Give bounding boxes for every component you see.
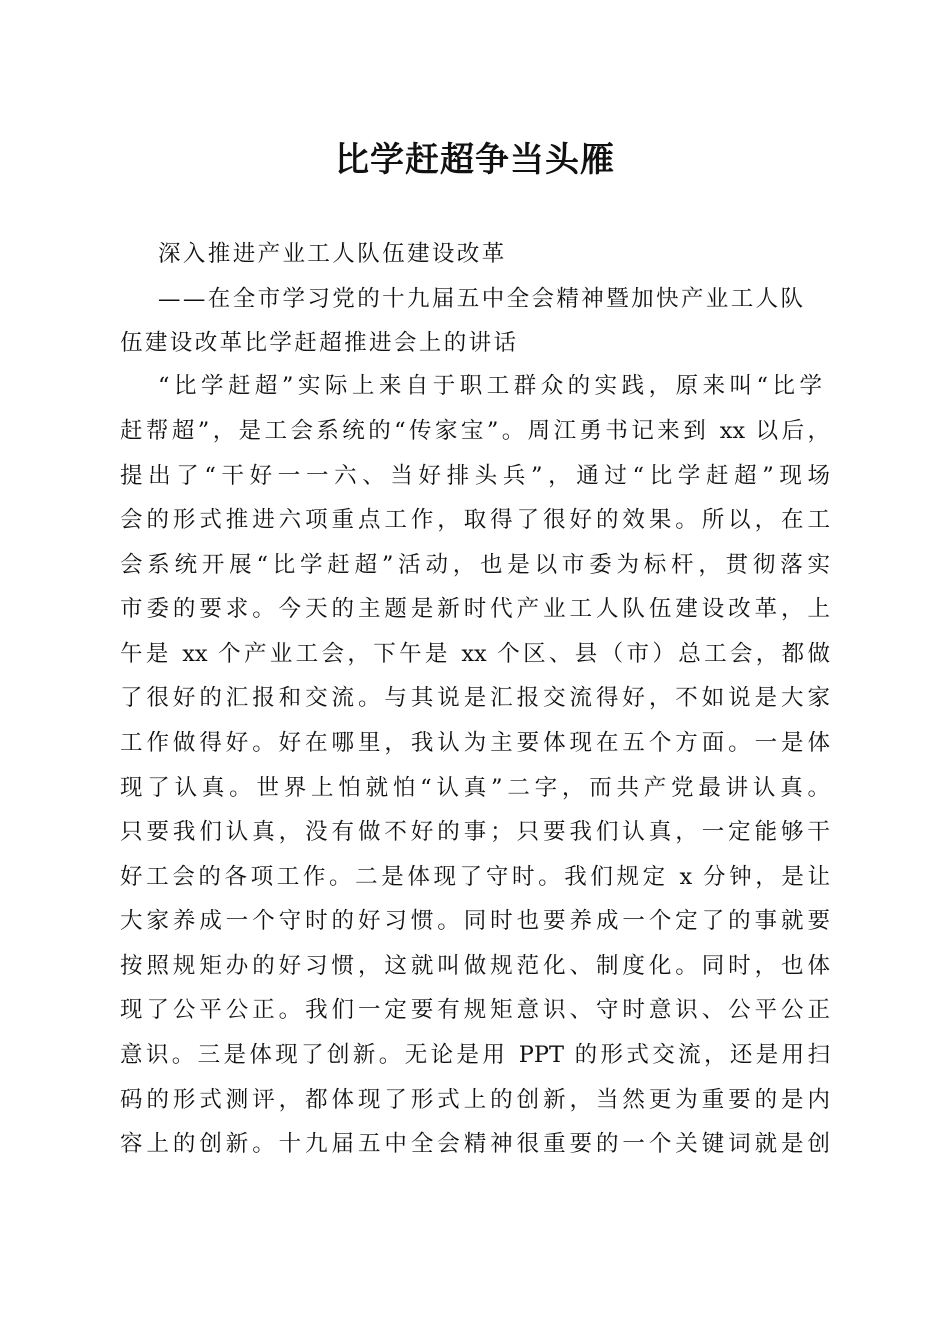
body-line: 现了公平公正。我们一定要有规矩意识、守时意识、公平公正 (120, 997, 830, 1023)
body-line: 码的形式测评，都体现了形式上的创新，当然更为重要的是内 (120, 1087, 830, 1113)
subtitle-line: 深入推进产业工人队伍建设改革 (158, 241, 507, 267)
body-line: 午是 xx 个产业工会，下午是 xx 个区、县（市）总工会，都做 (120, 641, 830, 667)
body-line: 赶帮超”，是工会系统的“传家宝”。周江勇书记来到 xx 以后， (120, 418, 830, 444)
body-line: 工作做得好。好在哪里，我认为主要体现在五个方面。一是体 (120, 730, 830, 756)
body-line: 现了认真。世界上怕就怕“认真”二字，而共产党最讲认真。 (120, 775, 830, 801)
body-line: 会的形式推进六项重点工作，取得了很好的效果。所以，在工 (120, 507, 830, 533)
subtitle-line: ——在全市学习党的十九届五中全会精神暨加快产业工人队 (158, 286, 806, 312)
body-line: 容上的创新。十九届五中全会精神很重要的一个关键词就是创 (120, 1131, 830, 1157)
body-line: 意识。三是体现了创新。无论是用 PPT 的形式交流，还是用扫 (120, 1042, 830, 1068)
body-line: 好工会的各项工作。二是体现了守时。我们规定 x 分钟，是让 (120, 864, 830, 890)
body-line: 只要我们认真，没有做不好的事；只要我们认真，一定能够干 (120, 819, 830, 845)
body-line: 按照规矩办的好习惯，这就叫做规范化、制度化。同时，也体 (120, 953, 830, 979)
body-line: 大家养成一个守时的好习惯。同时也要养成一个定了的事就要 (120, 908, 830, 934)
body-line: 了很好的汇报和交流。与其说是汇报交流得好，不如说是大家 (120, 685, 830, 711)
subtitle-line: 伍建设改革比学赶超推进会上的讲话 (120, 330, 519, 356)
body-line: 提出了“干好一一六、当好排头兵”，通过“比学赶超”现场 (120, 463, 830, 489)
body-line: “比学赶超”实际上来自于职工群众的实践，原来叫“比学 (158, 373, 822, 399)
body-line: 市委的要求。今天的主题是新时代产业工人队伍建设改革，上 (120, 596, 830, 622)
document-title: 比学赶超争当头雁 (335, 140, 615, 180)
body-line: 会系统开展“比学赶超”活动，也是以市委为标杆，贯彻落实 (120, 552, 830, 578)
